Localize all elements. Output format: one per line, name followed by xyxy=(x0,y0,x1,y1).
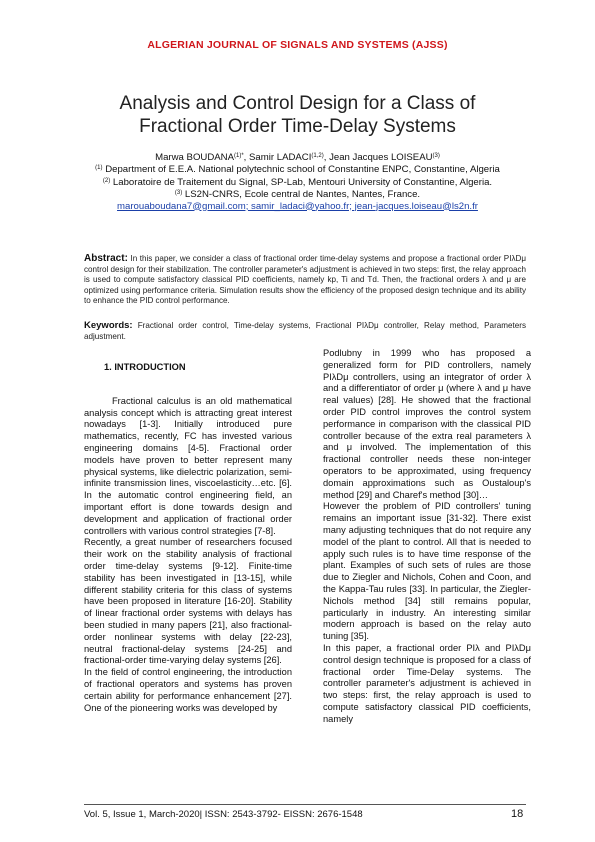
author-2-sup: (1,2) xyxy=(311,153,324,159)
title-line-2: Fractional Order Time-Delay Systems xyxy=(139,116,456,137)
affiliation-1-sup: (1) xyxy=(95,165,103,172)
affiliation-3-sup: (3) xyxy=(174,190,183,197)
author-block xyxy=(40,151,555,212)
author-emails[interactable]: marouaboudana7@gmail.com; samir_ladaci@yahoo.fr; jean-jacques.loiseau@ls2n.fr xyxy=(117,200,478,212)
section-heading: 1. INTRODUCTION xyxy=(104,362,186,372)
author-3-sup: (3) xyxy=(432,153,440,159)
affiliation-3 xyxy=(40,188,555,200)
affiliation-2-sup: (2) xyxy=(102,177,111,184)
affiliation-2 xyxy=(40,176,555,188)
affiliation-1 xyxy=(40,163,555,175)
author-1: Marwa BOUDANA xyxy=(155,152,234,163)
author-1-sup: (1)* xyxy=(234,153,244,159)
paragraph: In the field of control engineering, the introduction of fractional operators and systems has proven certain ability for performance enhancement [27]. One of the pioneering works was developed by xyxy=(84,667,292,713)
author-names: Marwa $BOUDANA^{(1)*}$, Samir LADACI$^{(1,2)}$, Jean Jacques LOISEAU$^{(3)}$ xyxy=(155,152,440,163)
author-3: Jean Jacques LOISEAU xyxy=(329,152,433,163)
abstract-text: In this paper, we consider a class of fractional order time-delay systems and propose a fractional order PIλDμ control design for their stabilization. The controller parameter's adjustment is achieved in two steps: first, the relay approach is used to compute satisfactory classical PID coefficients, namely kp, Ti and Td. Then, the fractional orders λ and μ are optimized using performance criteria. Simulation results show the efficiency of the proposed design technique and its ability to enhance the PID control performance. xyxy=(84,254,527,306)
paragraph: Recently, a great number of researchers focused their work on the stability analysis of fractional order time-delay systems [9-12]. Finite-time stability has been investigated in [13-15], while different stability criteria for this class of systems have been proposed in literature [16-20]. Stability of linear fractional order systems with delays has been studied in many papers [21], also fractional-order nonlinear systems with delay [22-23], neutral fractional-delay systems [24-25] and fractional-order time-varying delay systems [26]. xyxy=(84,537,292,666)
affiliation-2-text: Laboratoire de Traitement du Signal, SP-Lab, Mentouri University of Constantine, Algeria. xyxy=(112,176,493,188)
page-number: 18 xyxy=(511,808,524,820)
keywords-label: Keywords: xyxy=(84,320,133,331)
footer-divider xyxy=(84,804,526,805)
left-column xyxy=(84,358,292,714)
footer-info: Vol. 5, Issue 1, March-2020| ISSN: 2543-3792- EISSN: 2676-1548 xyxy=(84,809,363,820)
title-line-1: Analysis and Control Design for a Class of xyxy=(119,93,476,114)
affiliation-3-text: LS2N-CNRS, Ecole central de Nantes, Nantes, France. xyxy=(184,189,421,201)
keywords-text: Fractional order control, Time-delay systems, Fractional PIλDμ controller, Relay method, Parameters adjustment. xyxy=(84,321,526,341)
right-column xyxy=(323,348,531,726)
affiliation-1-text: Department of E.E.A. National polytechnic school of Constantine ENPC, Constantine, Algeria xyxy=(105,164,500,176)
paragraph: However the problem of PID controllers' tuning remains an important issue [31-32]. There exist many adjusting techniques that do not require any model of the plant to control. All that is needed to apply such rules is to have time response of the plant. Examples of such sets of rules are those due to Ziegler and Nichols, Cohen and Coon, and the Kappa-Tau rules [33]. In particular, the Ziegler-Nichols method [34] still remains popular, particularly in industry. An interesting similar modern approach is based on the relay auto tuning [35]. xyxy=(323,501,531,642)
journal-header: ALGERIAN JOURNAL OF SIGNALS AND SYSTEMS (AJSS) xyxy=(147,39,448,51)
paragraph: Podlubny in 1999 who has proposed a generalized form for PID controllers, namely PIλDμ controllers, using an integrator of order λ and a differentiator of order μ (where λ and μ have real values) [28]. He showed that the fractional order PID control improves the control system performance in comparison with the classical PID controller because of the extra real parameters λ and μ involved. The implementation of this fractional controller needs these non-integer operators to be approximated, using frequency domain approximations such as Oustaloup's method [29] and Charef's method [30]… xyxy=(323,348,531,500)
paragraph: In this paper, a fractional order PIλ and PIλDμ control design technique is proposed for a class of fractional order Time-Delay systems. The controller parameter's adjustment is achieved in two steps: first, the relay approach is used to compute satisfactory classical PID coefficients, namely xyxy=(323,642,531,724)
paper-title xyxy=(60,92,535,138)
paragraph: Fractional calculus is an old mathematical analysis concept which is attracting great interest nowadays [1-3]. Initially introduced pure mathematics, recently, FC has invested various engineering domains [4-5]. Fractional order models have proven to better represent many physical systems, like dielectric polarization, semi-infinite transmission lines, viscoelasticity…etc. [6]. In the automatic control engineering field, an important effort is done towards design and development and application of fractional order controllers with various control strategies [7-8]. xyxy=(84,395,292,536)
author-2: Samir LADACI xyxy=(249,152,312,163)
abstract xyxy=(84,254,526,307)
abstract-label: Abstract: xyxy=(84,253,128,264)
keywords xyxy=(84,321,526,342)
